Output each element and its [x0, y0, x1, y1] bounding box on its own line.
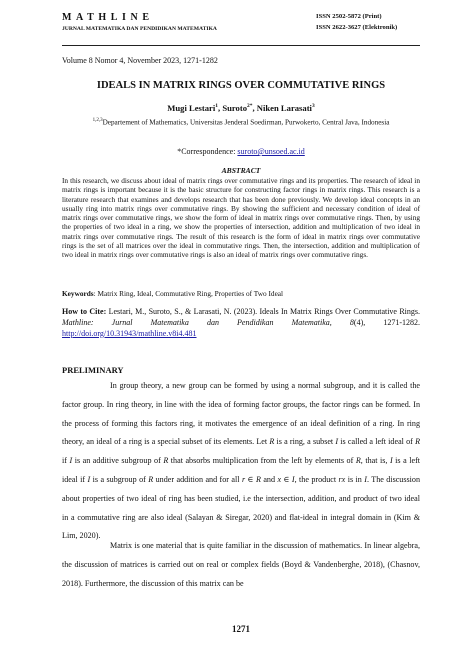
- text-run: . The discussion about properties of two ideal of ring has been studied, i.e the intersection, addition, and product of two ideal in a commutative ring are also ideal (Salayan & Siregar, 2020) and flat-ideal in integral domain in (Kim & Lim, 2020).: [62, 474, 420, 541]
- author-name: Niken Larasati: [256, 103, 312, 113]
- keywords-text: : Matrix Ring, Ideal, Commutative Ring, Properties of Two Ideal: [93, 289, 284, 298]
- author-affiliation-mark: 1: [215, 103, 219, 110]
- how-to-cite: [62, 307, 420, 339]
- author-affiliation-mark: 3: [311, 103, 315, 110]
- journal-header: [62, 12, 420, 44]
- journal-name: MATHLINE: [62, 12, 154, 23]
- issn-electronic: ISSN 2622-3627 (Elektronik): [316, 24, 398, 31]
- section-heading: PRELIMINARY: [62, 365, 124, 375]
- math-symbol: R: [148, 474, 154, 484]
- author-name: Suroto: [222, 103, 247, 113]
- journal-subtitle: JURNAL MATEMATIKA DAN PENDIDIKAN MATEMATIKA: [62, 26, 217, 32]
- text-run: under addition and for all: [153, 474, 242, 484]
- math-symbol: x ∈ I: [277, 474, 295, 484]
- body-paragraph: [62, 377, 420, 546]
- author-affiliation-mark: 2*: [247, 103, 253, 110]
- body-paragraph: Matrix is one material that is quite familiar in the discussion of mathematics. In linear algebra, the discussion of matrices is carried out on real or complex fields (Boyd & Vandenberghe, 2018), (Chasnov, 2018). Furthermore, the discussion of this matrix can be: [62, 541, 420, 588]
- math-symbol: I: [389, 456, 393, 466]
- affiliation-text: Departement of Mathematics, Universitas Jenderal Soedirman, Purwokerto, Central Java, Indonesia: [102, 118, 390, 127]
- cite-authors: Lestari, M., Suroto, S., & Larasati, N. (2023). Ideals In Matrix Rings Over Commutative Rings.: [106, 307, 421, 316]
- math-symbol: r ∈ R: [241, 474, 261, 484]
- text-run: is a subgroup of: [90, 474, 149, 484]
- keywords-label: Keywords: [62, 289, 94, 298]
- cite-journal: Mathline: Jurnal Matematika dan Pendidikan Matematika, 8: [62, 317, 354, 327]
- author-name: Mugi Lestari: [167, 103, 216, 113]
- text-run: , the product: [294, 474, 339, 484]
- math-symbol: I: [69, 456, 73, 466]
- abstract-text: In this research, we discuss about ideal of matrix rings over commutative rings and its properties. The research of ideal in matrix rings is important because it is the basic structure for constructing factor rings in matrix rings. This research is a literature research that examines and develops research that has been done previously. We develop ideal concepts in an usually ring into matrix rings over commutative rings. By showing the sufficient and necessary condition of ideal of matrix rings over commutative rings, we show the form of ideal in matrix rings over commutative rings. Then, by using the properties of two ideal in a ring, we show the properties of intersection, addition and multiplication of two ideal in matrix rings over commutative rings. The result of this research is the form of ideal in matrix rings over commutative rings is the set of all matrices over the ideal in commutative rings. Then, the intersection, addition and multiplication of two ideal in matrix rings over commutative rings is also an ideal of matrix rings over commutative rings.: [62, 176, 420, 260]
- affiliation: [62, 116, 420, 128]
- math-symbol: I: [335, 437, 339, 447]
- math-symbol: R: [163, 456, 169, 466]
- math-symbol: R: [415, 437, 421, 447]
- correspondence: [62, 147, 420, 156]
- affiliation-mark: 1,2,3: [92, 118, 103, 123]
- cite-label: How to Cite:: [62, 307, 107, 316]
- abstract-heading: ABSTRACT: [221, 166, 261, 175]
- paper-title: IDEALS IN MATRIX RINGS OVER COMMUTATIVE RINGS: [96, 80, 386, 91]
- issn-print: ISSN 2502-5872 (Print): [316, 13, 382, 20]
- math-symbol: I: [87, 474, 91, 484]
- text-run: In group theory, a new group can be formed by using a normal subgroup, and it is called the factor group. In ring theory, in line with the idea of forming factor groups, the factor rings can be formed. In the process of forming this factors ring, it motivates the emergence of an ideal definition of a ring. In ring theory, an ideal of a ring is a special subset of its elements. Let: [62, 381, 420, 447]
- text-run: that absorbs multiplication from the left by elements of: [168, 456, 356, 466]
- text-run: is in: [345, 474, 365, 484]
- header-divider: [62, 45, 420, 46]
- text-run: is an additive subgroup of: [72, 456, 164, 466]
- correspondence-label: *Correspondence:: [177, 147, 238, 156]
- text-run: is a ring, a subset: [274, 437, 336, 447]
- text-run: if: [62, 456, 70, 466]
- volume-info: Volume 8 Nomor 4, November 2023, 1271-1282: [62, 56, 218, 65]
- cite-issue-pages: (4), 1271-1282.: [353, 317, 420, 327]
- math-symbol: R: [269, 437, 275, 447]
- doi-link[interactable]: http://doi.org/10.31943/mathline.v8i4.481: [62, 328, 197, 338]
- page-number: 1271: [232, 624, 250, 634]
- text-run: is a left ideal if: [62, 456, 421, 484]
- keywords: [62, 289, 420, 298]
- correspondence-email-link[interactable]: suroto@unsoed.ac.id: [237, 147, 305, 156]
- math-symbol: rx: [338, 474, 346, 484]
- math-symbol: I: [364, 474, 367, 484]
- math-symbol: R: [355, 456, 361, 466]
- author-list: Mugi Lestari$^1$, Suroto$^{2*}$, Niken Larasati$^3$: [167, 103, 315, 113]
- text-run: is called a left ideal of: [338, 437, 416, 447]
- text-run: and: [260, 474, 278, 484]
- text-run: , that is,: [360, 456, 390, 466]
